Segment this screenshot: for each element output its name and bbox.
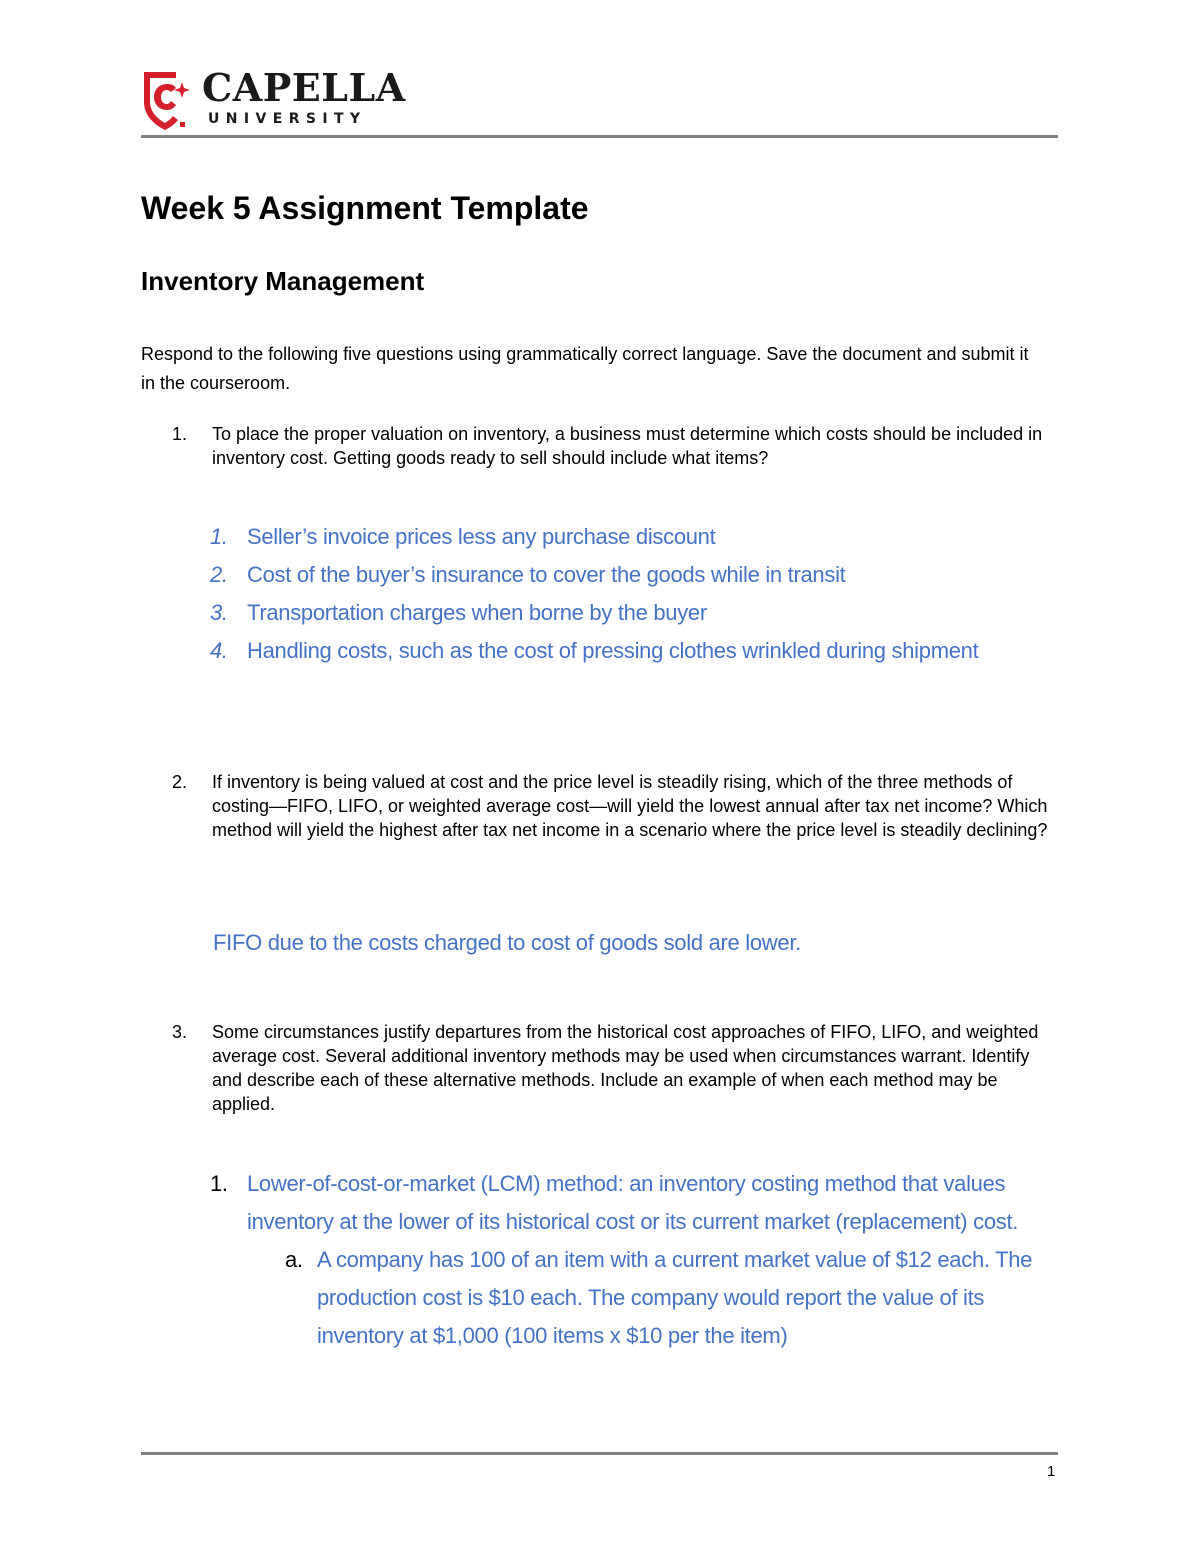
footer-divider bbox=[141, 1452, 1058, 1455]
answer-1-list bbox=[210, 518, 1030, 670]
item-number: 4. bbox=[210, 638, 228, 663]
answer-2: FIFO due to the costs charged to cost of goods sold are lower. bbox=[213, 930, 801, 955]
answer-list-item bbox=[210, 1165, 1070, 1241]
question-text: Some circumstances justify departures from the historical cost approaches of FIFO, LIFO, and weighted average cost. Several additional inventory methods may be used when circumstances warrant. Identify and describe each of these alternative methods. Include an example of when each method may be applied. bbox=[212, 1022, 1039, 1114]
answer-list-item bbox=[210, 556, 1030, 594]
item-text: Cost of the buyer’s insurance to cover the goods while in transit bbox=[247, 562, 846, 587]
header-divider bbox=[141, 135, 1058, 138]
logo-brand-name: CAPELLA bbox=[202, 65, 406, 110]
question-number: 2. bbox=[172, 772, 188, 792]
document-title: Week 5 Assignment Template bbox=[141, 190, 589, 226]
sub-item-text: A company has 100 of an item with a current market value of $12 each. The production cost is $10 each. The company would report the value of its inventory at $1,000 (100 items x $10 per the item) bbox=[317, 1247, 1033, 1348]
question-text: If inventory is being valued at cost and the price level is steadily rising, which of the three methods of costing—FIFO, LIFO, or weighted average cost—will yield the lowest annual after tax net income? Which method will yield the highest after tax net income in a scenario where the price level is steadily declining? bbox=[212, 772, 1048, 840]
shield-icon bbox=[140, 68, 190, 130]
question-number: 1. bbox=[172, 424, 188, 444]
item-text: Lower-of-cost-or-market (LCM) method: an inventory costing method that values inventory at the lower of its historical cost or its current market (replacement) cost. bbox=[247, 1171, 1019, 1234]
question-number: 3. bbox=[172, 1022, 188, 1042]
answer-sub-item bbox=[210, 1241, 1070, 1355]
answer-3-list bbox=[210, 1165, 1070, 1355]
answer-list-item bbox=[210, 518, 1030, 556]
capella-logo bbox=[140, 65, 430, 130]
page-number: 1 bbox=[1047, 1463, 1056, 1480]
item-text: Transportation charges when borne by the buyer bbox=[247, 600, 707, 625]
answer-list-item bbox=[210, 594, 1030, 632]
item-number: 3. bbox=[210, 600, 228, 625]
question-text: To place the proper valuation on inventory, a business must determine which costs should be included in inventory cost. Getting goods ready to sell should include what items? bbox=[212, 424, 1043, 468]
logo-sub-name: UNIVERSITY bbox=[208, 111, 367, 127]
item-text: Seller’s invoice prices less any purchase discount bbox=[247, 524, 716, 549]
item-number: 1. bbox=[210, 1171, 228, 1196]
item-text: Handling costs, such as the cost of pressing clothes wrinkled during shipment bbox=[247, 638, 979, 663]
intro-paragraph: Respond to the following five questions using grammatically correct language. Save the document and submit it in the courseroom. bbox=[141, 344, 1029, 393]
item-number: 2. bbox=[210, 562, 228, 587]
answer-list-item bbox=[210, 632, 1030, 670]
sub-item-letter: a. bbox=[285, 1247, 303, 1272]
item-number: 1. bbox=[210, 524, 228, 549]
document-subtitle: Inventory Management bbox=[141, 266, 425, 296]
